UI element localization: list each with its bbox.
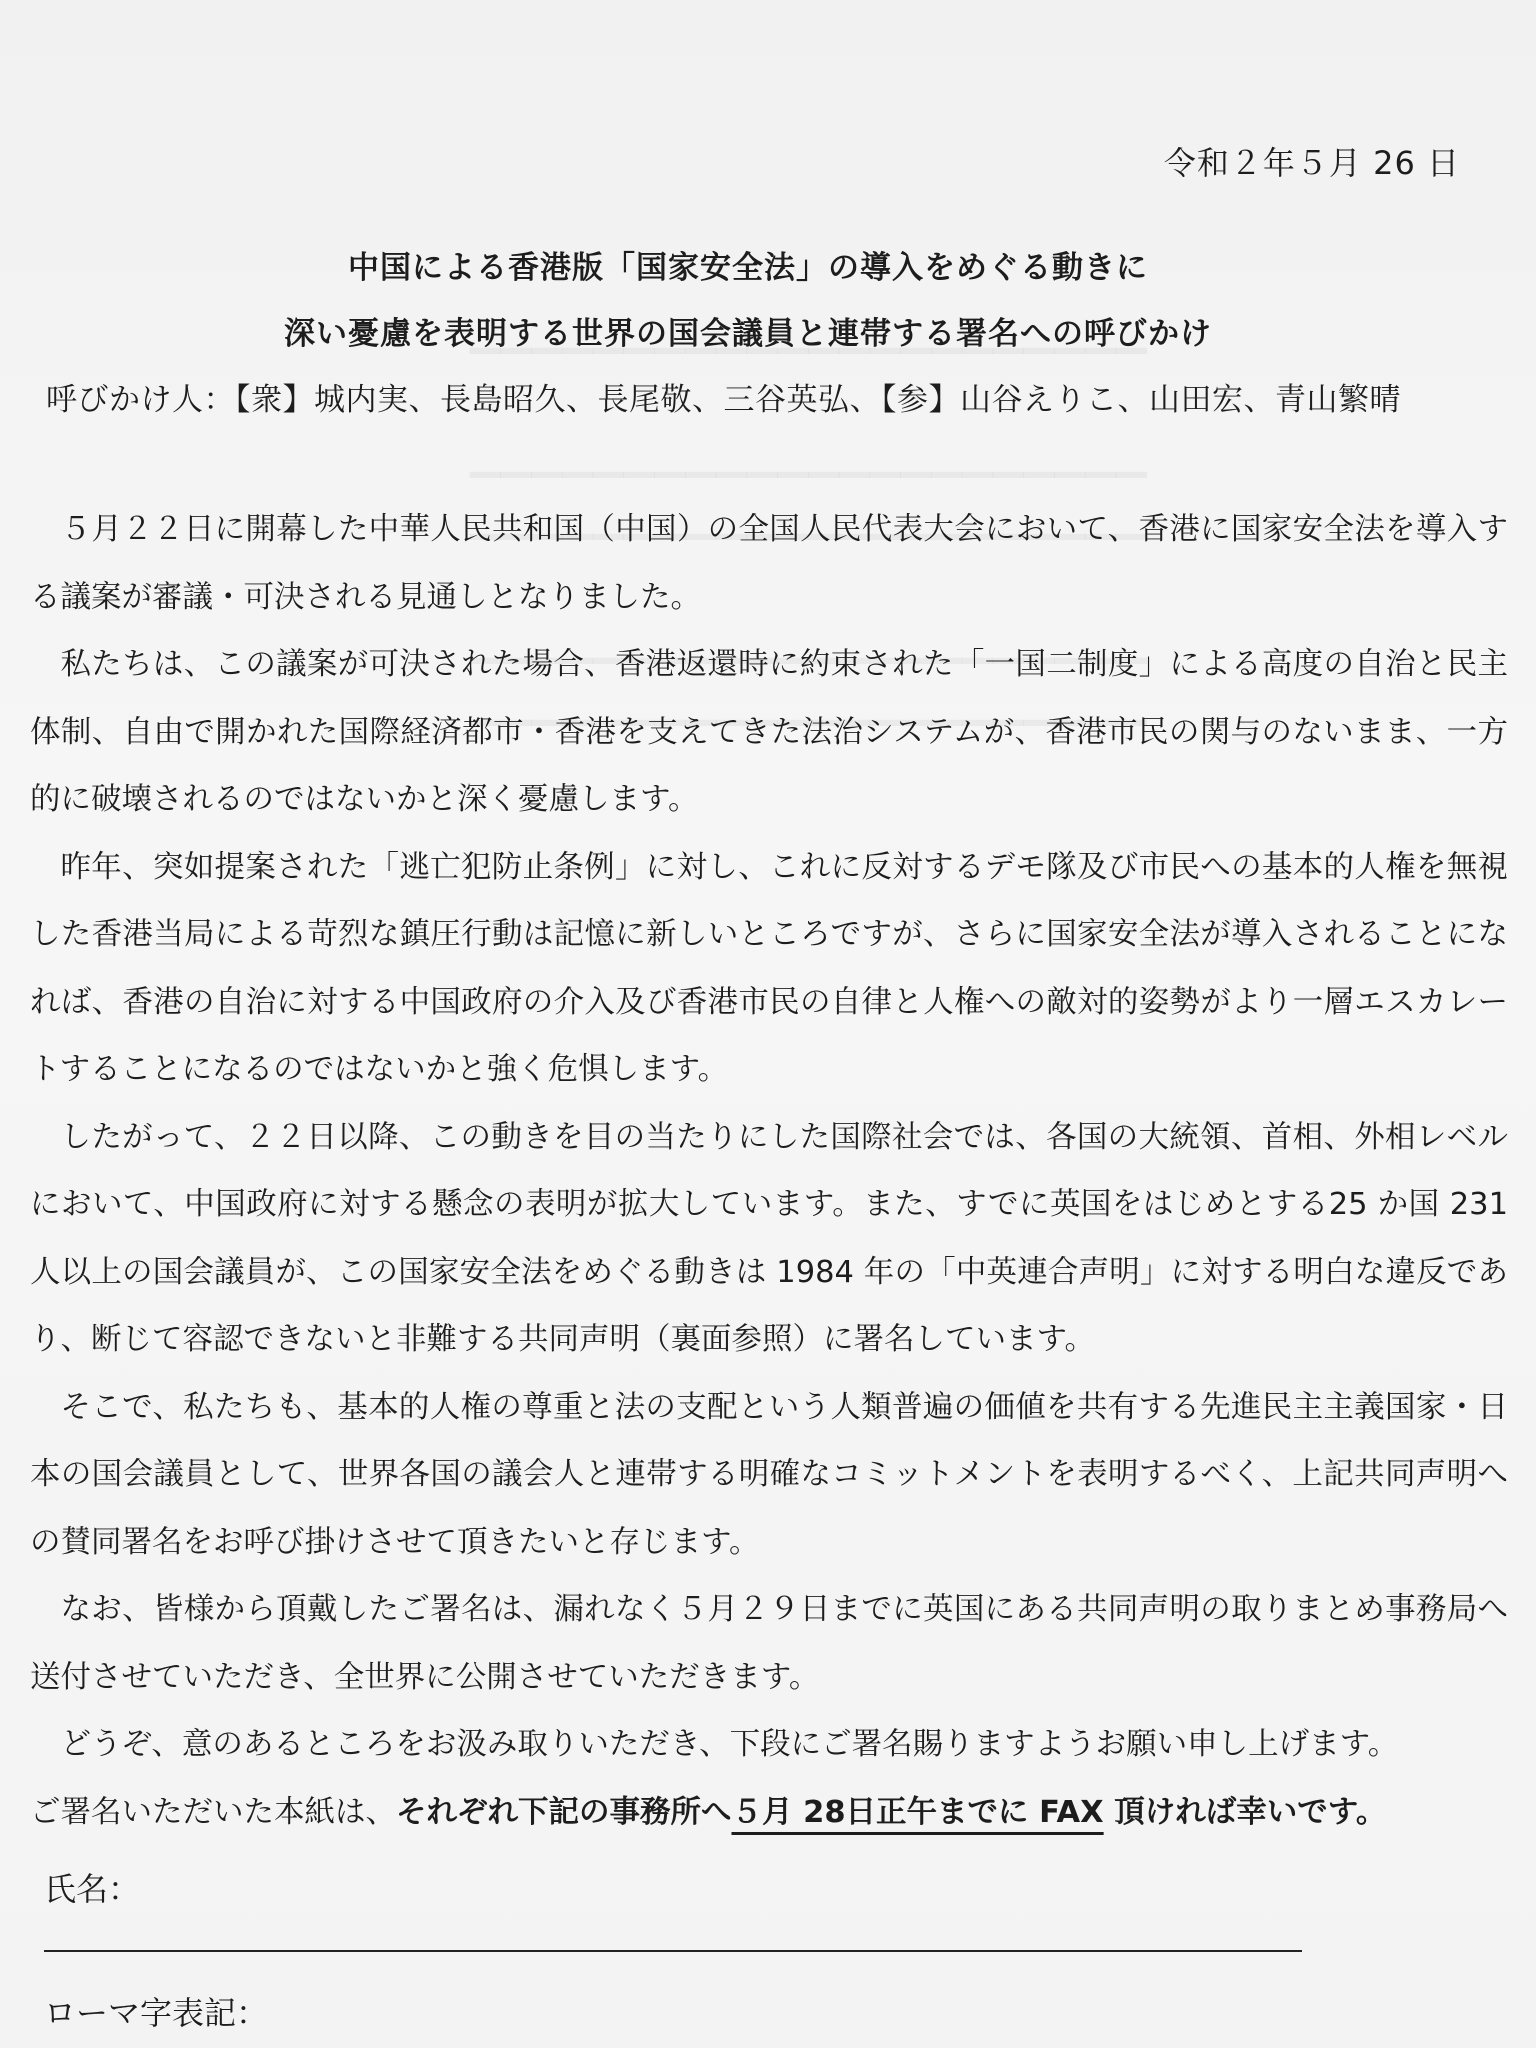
romanized-name-field-label: ローマ字表記： — [44, 1994, 269, 2032]
paragraph: 昨年、突如提案された「逃亡犯防止条例」に対し、これに反対するデモ隊及び市民への基本的人権を無視した香港当局による苛烈な鎮圧行動は記憶に新しいところですが、さらに国家安全法が導入されることになれば、香港の自治に対する中国政府の介入及び香港市民の自律と人権への敵対的姿勢がより一層エスカレートすることになるのではないかと強く危惧します。 — [30, 849, 1508, 1087]
fax-instruction-plain: ご署名いただいた本紙は、 — [30, 1794, 396, 1830]
paragraph: どうぞ、意のあるところをお汲み取りいただき、下段にご署名賜りますようお願い申し上げます。 — [60, 1727, 1399, 1762]
signature-line[interactable] — [44, 1950, 1302, 1952]
document-body — [30, 496, 1508, 1846]
paragraph: 私たちは、この議案が可決された場合、香港返還時に約束された「一国二制度」による高度の自治と民主体制、自由で開かれた国際経済都市・香港を支えてきた法治システムが、香港市民の関与のないまま、一方的に破壊されるのではないかと深く憂慮します。 — [30, 647, 1508, 817]
paragraph: したがって、２２日以降、この動きを目の当たりにした国際社会では、各国の大統領、首相、外相レベルにおいて、中国政府に対する懸念の表明が拡大しています。また、すでに英国をはじめとする25 か国 231 人以上の国会議員が、この国家安全法をめぐる動きは 1984 年の「中英連合声明」に対する明白な違反であり、断じて容認できないと非難する共同声明（裏面参照）に署名しています。 — [30, 1119, 1508, 1357]
paragraph: ５月２２日に開幕した中華人民共和国（中国）の全国人民代表大会において、香港に国家安全法を導入する議案が審議・可決される見通しとなりました。 — [30, 512, 1508, 615]
callers-list: 呼びかけ人：【衆】城内実、長島昭久、長尾敬、三谷英弘、【参】山谷えりこ、山田宏、青山繁晴 — [46, 382, 1401, 418]
document-title-line-1: 中国による香港版「国家安全法」の導入をめぐる動きに — [348, 250, 1148, 286]
fax-instruction-bold: それぞれ下記の事務所へ — [396, 1794, 732, 1830]
fax-instruction — [30, 1779, 1508, 1847]
paragraph: そこで、私たちも、基本的人権の尊重と法の支配という人類普遍の価値を共有する先進民主主義国家・日本の国会議員として、世界各国の議会人と連帯する明確なコミットメントを表明するべく、上記共同声明への賛同署名をお呼び掛けさせて頂きたいと存じます。 — [30, 1389, 1508, 1560]
document-date: 令和２年５月 26 日 — [1163, 144, 1460, 182]
document-title-line-2: 深い憂慮を表明する世界の国会議員と連帯する署名への呼びかけ — [284, 316, 1212, 352]
paragraph: なお、皆様から頂戴したご署名は、漏れなく５月２９日までに英国にある共同声明の取りまとめ事務局へ送付させていただき、全世界に公開させていただきます。 — [30, 1592, 1508, 1695]
fax-deadline: ５月 28日正午までに FAX — [731, 1794, 1104, 1830]
name-field-label: 氏名： — [44, 1870, 141, 1908]
fax-instruction-tail: 頂ければ幸いです。 — [1103, 1794, 1387, 1830]
